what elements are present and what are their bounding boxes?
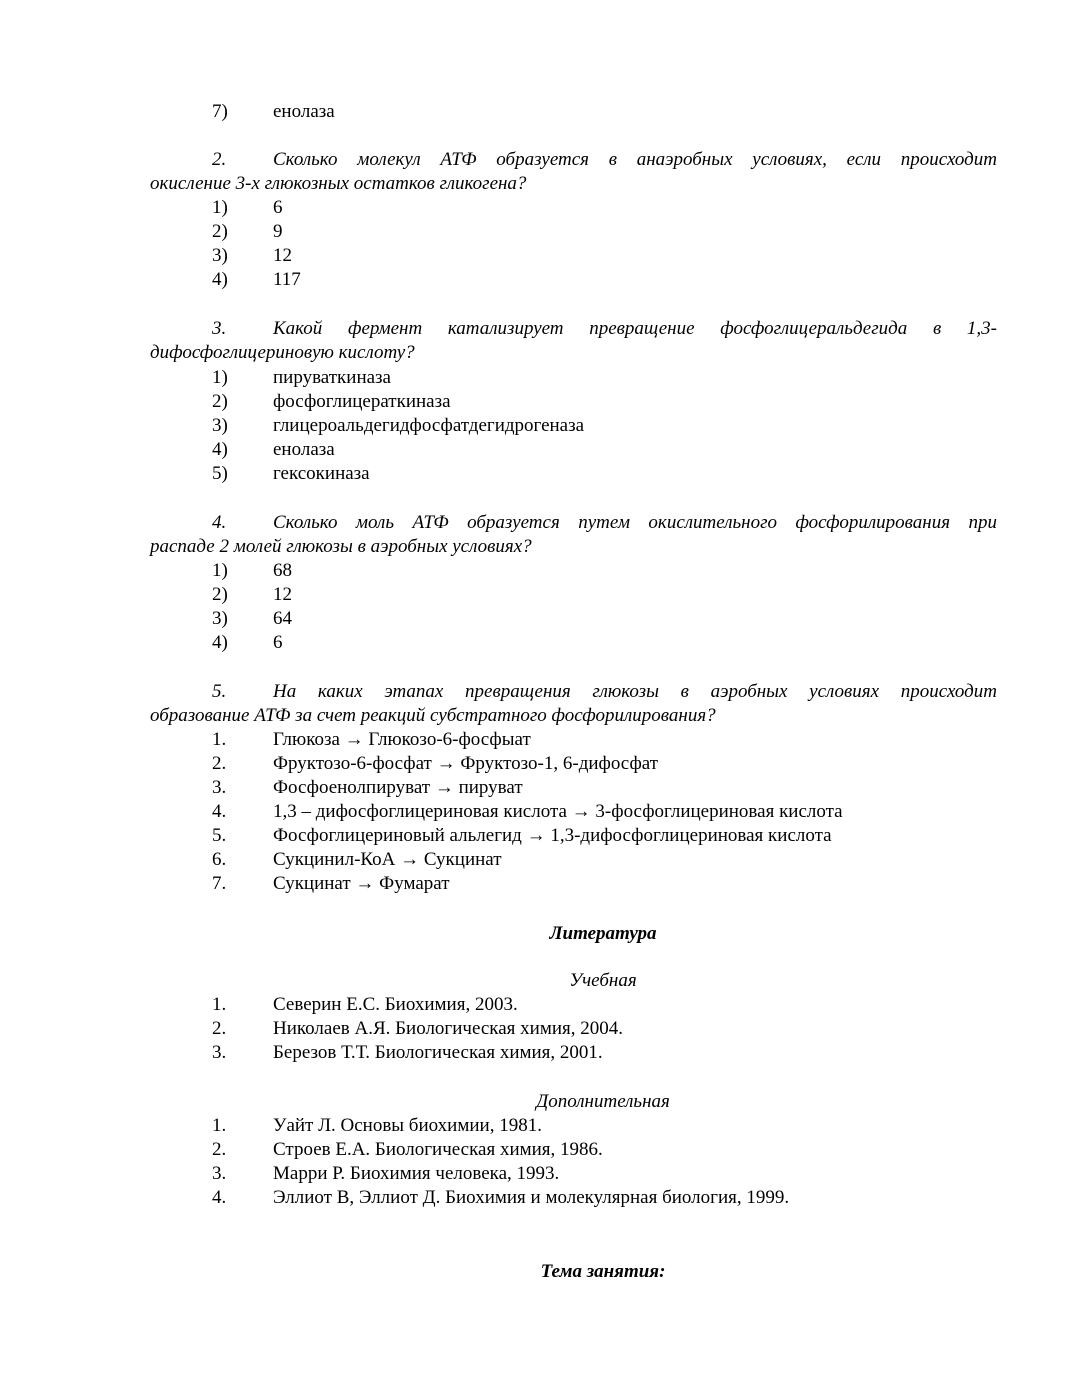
option-number: 3) [212,245,228,266]
option-number: 2) [212,584,228,605]
option-text: пируваткиназа [273,367,391,388]
answer-option [0,631,1071,655]
option-number: 4) [212,269,228,290]
answer-option [0,848,1071,872]
answer-option [0,390,1071,414]
reference-item [0,1041,1071,1065]
option-number: 4) [212,439,228,460]
option-number: 1) [212,197,228,218]
question-number: 5. [212,681,227,702]
reference-item [0,1186,1071,1210]
option-text: 117 [273,269,301,290]
answer-option [0,196,1071,220]
answer-option [0,462,1071,486]
main-literature-heading: Учебная [569,970,637,991]
reference-item [0,993,1071,1017]
answer-option [0,824,1071,848]
option-number: 2) [212,221,228,242]
reference-text: Эллиот В, Эллиот Д. Биохимия и молекулярная биология, 1999. [273,1187,790,1208]
reference-number: 3. [212,1042,227,1063]
question-text-line1: Какой фермент катализирует превращение фосфоглицеральдегида в 1,3- [273,318,997,339]
question-text-line2: окисление 3-х глюкозных остатков гликогена? [150,173,527,194]
answer-option [0,220,1071,244]
answer-option [0,728,1071,752]
reference-text: Уайт Л. Основы биохимии, 1981. [273,1115,542,1136]
answer-option [0,776,1071,800]
option-number: 4) [212,632,228,653]
answer-option [0,559,1071,583]
reference-item [0,1114,1071,1138]
option-number: 1. [212,729,227,750]
option-number: 3. [212,777,227,798]
answer-option [0,752,1071,776]
answer-option [0,583,1071,607]
reference-item [0,1017,1071,1041]
option-text: 6 [273,197,283,218]
option-text: 12 [273,584,292,605]
topic-heading: Тема занятия: [540,1261,666,1282]
reference-number: 2. [212,1139,227,1160]
question-text-line2: дифосфоглицериновую кислоту? [150,342,415,363]
answer-option [0,438,1071,462]
option-number: 2. [212,753,227,774]
extra-literature-heading: Дополнительная [536,1091,670,1112]
option-number: 4. [212,801,227,822]
question-text-line2: образование АТФ за счет реакций субстратного фосфорилирования? [150,705,716,726]
reference-number: 2. [212,1018,227,1039]
option-text: 12 [273,245,292,266]
question-text-line1: Сколько молекул АТФ образуется в анаэробных условиях, если происходит [273,149,997,170]
reference-number: 1. [212,994,227,1015]
option-text: фосфоглицераткиназа [273,391,451,412]
option-text: 1,3 – дифосфоглицериновая кислота → 3-фосфоглицериновая кислота [273,801,843,822]
answer-option [0,872,1071,896]
option-text: Фруктозо-6-фосфат → Фруктозо-1, 6-дифосфат [273,753,659,774]
reference-item [0,1138,1071,1162]
option-text: 68 [273,560,292,581]
answer-option [0,414,1071,438]
reference-text: Березов Т.Т. Биологическая химия, 2001. [273,1042,603,1063]
reference-number: 1. [212,1115,227,1136]
reference-number: 3. [212,1163,227,1184]
option-text: енолаза [273,439,335,460]
reference-text: Николаев А.Я. Биологическая химия, 2004. [273,1018,623,1039]
answer-option [0,800,1071,824]
option-text: Фосфоглицериновый альлегид → 1,3-дифосфоглицериновая кислота [273,825,832,846]
option-number: 2) [212,391,228,412]
reference-text: Марри Р. Биохимия человека, 1993. [273,1163,560,1184]
answer-option [0,268,1071,292]
option-number: 1) [212,367,228,388]
option-text: Сукцинат → Фумарат [273,873,450,894]
option-text: Глюкоза → Глюкозо-6-фосфыат [273,729,531,750]
option-number: 5) [212,463,228,484]
option-number: 3) [212,608,228,629]
question-text-line1: На каких этапах превращения глюкозы в аэробных условиях происходит [273,681,997,702]
question-number: 4. [212,512,227,533]
literature-heading: Литература [549,923,657,944]
answer-option [0,244,1071,268]
option-number: 1) [212,560,228,581]
question-text-line1: Сколько моль АТФ образуется путем окислительного фосфорилирования при [273,512,997,533]
answer-option [0,607,1071,631]
reference-number: 4. [212,1187,227,1208]
option-number: 6. [212,849,227,870]
option-number: 3) [212,415,228,436]
question-text-line2: распаде 2 молей глюкозы в аэробных условиях? [150,536,532,557]
reference-item [0,1162,1071,1186]
option-text: 9 [273,221,283,242]
list-item [0,100,1071,124]
option-text: Сукцинил-КоА → Сукцинат [273,849,502,870]
question-2 [150,148,997,196]
reference-text: Строев Е.А. Биологическая химия, 1986. [273,1139,603,1160]
question-3 [150,317,997,365]
option-text: Фосфоенолпируват → пируват [273,777,523,798]
reference-text: Северин Е.С. Биохимия, 2003. [273,994,518,1015]
answer-option [0,366,1071,390]
question-4 [150,511,997,559]
option-number: 5. [212,825,227,846]
option-text: 64 [273,608,292,629]
item-number: 7) [212,101,228,122]
option-text: 6 [273,632,283,653]
option-text: глицероальдегидфосфатдегидрогеназа [273,415,585,436]
question-number: 2. [212,149,227,170]
question-number: 3. [212,318,227,339]
option-text: гексокиназа [273,463,370,484]
item-text: енолаза [273,101,335,122]
question-5 [150,680,997,728]
option-number: 7. [212,873,227,894]
